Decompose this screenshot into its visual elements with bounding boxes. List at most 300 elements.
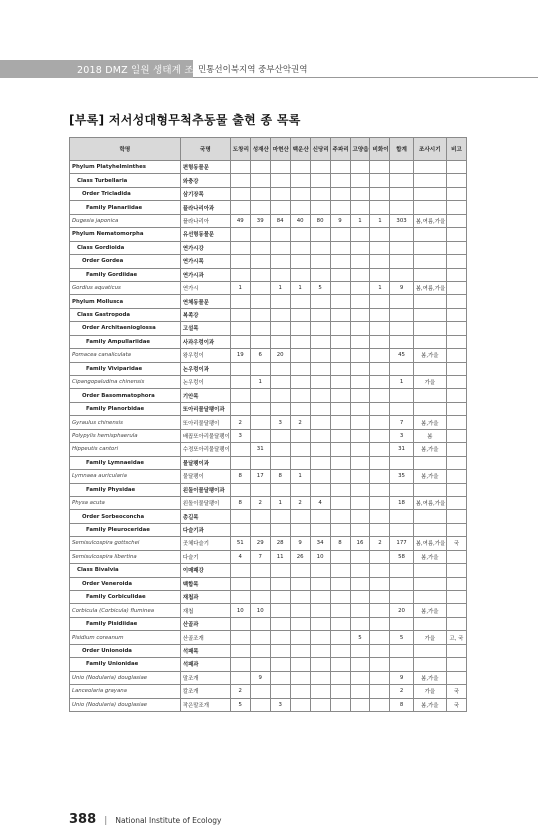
value-cell xyxy=(250,161,270,174)
scientific-name-cell: Phylum Mollusca xyxy=(70,295,181,308)
scientific-name-cell: Gordius aquaticus xyxy=(70,281,181,294)
value-cell xyxy=(310,564,330,577)
value-cell xyxy=(413,295,446,308)
value-cell xyxy=(390,523,413,536)
column-header: 국명 xyxy=(180,138,230,161)
korean-name-cell: 물달팽이 xyxy=(180,470,230,483)
value-cell xyxy=(270,523,290,536)
value-cell xyxy=(413,564,446,577)
value-cell xyxy=(370,402,390,415)
value-cell xyxy=(250,483,270,496)
value-cell: 1 xyxy=(290,281,310,294)
table-body xyxy=(70,161,467,712)
korean-name-cell: 말조개 xyxy=(180,671,230,684)
value-cell xyxy=(370,322,390,335)
value-cell xyxy=(370,376,390,389)
value-cell xyxy=(270,376,290,389)
scientific-name-cell: Family Physidae xyxy=(70,483,181,496)
value-cell xyxy=(350,241,370,254)
value-cell: 6 xyxy=(250,349,270,362)
scientific-name-cell: Family Pleuroceridae xyxy=(70,523,181,536)
value-cell xyxy=(390,174,413,187)
scientific-name-cell: Phylum Nematomorpha xyxy=(70,228,181,241)
value-cell xyxy=(330,564,350,577)
korean-name-cell: 백합목 xyxy=(180,577,230,590)
value-cell xyxy=(250,685,270,698)
value-cell: 9 xyxy=(290,537,310,550)
value-cell xyxy=(350,362,370,375)
value-cell xyxy=(270,241,290,254)
value-cell xyxy=(446,402,466,415)
scientific-name-cell: Order Unionoida xyxy=(70,644,181,657)
table-row xyxy=(70,470,467,483)
value-cell xyxy=(310,174,330,187)
value-cell xyxy=(310,698,330,711)
value-cell xyxy=(413,483,446,496)
value-cell xyxy=(413,174,446,187)
value-cell xyxy=(290,241,310,254)
value-cell xyxy=(390,201,413,214)
value-cell xyxy=(310,644,330,657)
value-cell xyxy=(413,308,446,321)
value-cell xyxy=(350,604,370,617)
value-cell: 5 xyxy=(230,698,250,711)
value-cell xyxy=(330,456,350,469)
korean-name-cell: 배꼽또아리물달팽이 xyxy=(180,429,230,442)
value-cell xyxy=(330,644,350,657)
value-cell xyxy=(290,631,310,644)
value-cell xyxy=(446,281,466,294)
section-title: [부록] 저서성대형무척추동물 출현 종 목록 xyxy=(69,113,301,127)
value-cell: 1 xyxy=(390,376,413,389)
value-cell: 7 xyxy=(250,550,270,563)
value-cell xyxy=(446,228,466,241)
value-cell xyxy=(370,161,390,174)
value-cell xyxy=(330,429,350,442)
value-cell xyxy=(390,335,413,348)
value-cell xyxy=(230,658,250,671)
value-cell xyxy=(413,523,446,536)
value-cell xyxy=(330,658,350,671)
value-cell xyxy=(230,617,250,630)
value-cell xyxy=(290,187,310,200)
value-cell xyxy=(250,523,270,536)
table-row xyxy=(70,214,467,227)
value-cell xyxy=(446,349,466,362)
value-cell xyxy=(230,335,250,348)
value-cell xyxy=(250,241,270,254)
value-cell xyxy=(446,214,466,227)
value-cell xyxy=(446,376,466,389)
value-cell xyxy=(446,268,466,281)
value-cell xyxy=(290,523,310,536)
value-cell xyxy=(310,631,330,644)
value-cell xyxy=(413,335,446,348)
value-cell xyxy=(310,604,330,617)
value-cell xyxy=(446,604,466,617)
column-header: 주파리 xyxy=(330,138,350,161)
value-cell: 2 xyxy=(250,496,270,509)
value-cell xyxy=(310,228,330,241)
value-cell xyxy=(370,335,390,348)
value-cell xyxy=(350,335,370,348)
korean-name-cell: 작은말조개 xyxy=(180,698,230,711)
value-cell xyxy=(310,617,330,630)
value-cell xyxy=(290,376,310,389)
value-cell: 40 xyxy=(290,214,310,227)
value-cell xyxy=(250,322,270,335)
scientific-name-cell: Gyraulus chinensis xyxy=(70,416,181,429)
value-cell xyxy=(446,550,466,563)
value-cell xyxy=(390,456,413,469)
table-row xyxy=(70,631,467,644)
value-cell xyxy=(413,591,446,604)
table-row xyxy=(70,201,467,214)
column-header: 성재산 xyxy=(250,138,270,161)
column-header: 신당리 xyxy=(310,138,330,161)
value-cell xyxy=(413,161,446,174)
header-subtitle: 민통선이북지역 중부산악권역 xyxy=(198,65,308,75)
header-title: 2018 DMZ 일원 생태계 조사 xyxy=(77,65,204,76)
value-cell xyxy=(390,322,413,335)
table-row xyxy=(70,255,467,268)
value-cell xyxy=(370,604,390,617)
value-cell xyxy=(270,268,290,281)
value-cell: 3 xyxy=(270,416,290,429)
value-cell xyxy=(330,671,350,684)
value-cell xyxy=(330,187,350,200)
value-cell xyxy=(390,591,413,604)
value-cell: 51 xyxy=(230,537,250,550)
table-header xyxy=(70,138,467,161)
value-cell xyxy=(310,510,330,523)
scientific-name-cell: Family Ampullariidae xyxy=(70,335,181,348)
value-cell xyxy=(390,268,413,281)
value-cell xyxy=(250,295,270,308)
value-cell xyxy=(250,644,270,657)
value-cell xyxy=(270,429,290,442)
table-row xyxy=(70,577,467,590)
value-cell xyxy=(310,255,330,268)
value-cell xyxy=(290,577,310,590)
value-cell: 봄,가을 xyxy=(413,604,446,617)
table-row xyxy=(70,174,467,187)
value-cell xyxy=(310,322,330,335)
korean-name-cell: 이매패강 xyxy=(180,564,230,577)
value-cell xyxy=(270,564,290,577)
page-footer xyxy=(69,808,221,827)
value-cell xyxy=(330,228,350,241)
value-cell xyxy=(230,671,250,684)
value-cell: 봄,가을 xyxy=(413,698,446,711)
value-cell xyxy=(390,228,413,241)
value-cell xyxy=(446,201,466,214)
value-cell xyxy=(310,161,330,174)
table-row xyxy=(70,483,467,496)
value-cell xyxy=(290,228,310,241)
value-cell xyxy=(370,685,390,698)
value-cell: 39 xyxy=(250,214,270,227)
value-cell xyxy=(370,617,390,630)
korean-name-cell: 다슬기과 xyxy=(180,523,230,536)
korean-name-cell: 기안목 xyxy=(180,389,230,402)
value-cell xyxy=(330,443,350,456)
value-cell xyxy=(310,241,330,254)
scientific-name-cell: Semisulcospira libertina xyxy=(70,550,181,563)
korean-name-cell: 왼돌이물달팽이과 xyxy=(180,483,230,496)
value-cell: 17 xyxy=(250,470,270,483)
value-cell: 5 xyxy=(350,631,370,644)
value-cell xyxy=(446,671,466,684)
value-cell xyxy=(270,362,290,375)
table-row xyxy=(70,402,467,415)
value-cell: 1 xyxy=(230,281,250,294)
korean-name-cell: 왼돌이물달팽이 xyxy=(180,496,230,509)
value-cell xyxy=(250,631,270,644)
value-cell xyxy=(370,187,390,200)
value-cell xyxy=(446,255,466,268)
running-header xyxy=(0,60,538,78)
value-cell xyxy=(446,389,466,402)
column-header: 조사시기 xyxy=(413,138,446,161)
column-header: 비화이 xyxy=(370,138,390,161)
table-row xyxy=(70,698,467,711)
value-cell xyxy=(230,228,250,241)
value-cell xyxy=(413,228,446,241)
value-cell xyxy=(350,161,370,174)
value-cell xyxy=(230,591,250,604)
column-header: 도창리 xyxy=(230,138,250,161)
value-cell xyxy=(350,429,370,442)
korean-name-cell: 재첩과 xyxy=(180,591,230,604)
value-cell: 봄,여름,가을 xyxy=(413,537,446,550)
value-cell xyxy=(250,510,270,523)
value-cell xyxy=(350,402,370,415)
value-cell: 26 xyxy=(290,550,310,563)
value-cell xyxy=(250,617,270,630)
value-cell xyxy=(230,241,250,254)
value-cell xyxy=(446,496,466,509)
value-cell xyxy=(270,617,290,630)
table-row xyxy=(70,416,467,429)
value-cell: 8 xyxy=(230,470,250,483)
value-cell xyxy=(350,591,370,604)
value-cell: 봄,여름,가을 xyxy=(413,281,446,294)
footer-separator: | xyxy=(104,816,108,826)
value-cell xyxy=(270,456,290,469)
scientific-name-cell: Class Gastropoda xyxy=(70,308,181,321)
value-cell xyxy=(290,604,310,617)
value-cell: 9 xyxy=(390,281,413,294)
value-cell xyxy=(390,362,413,375)
value-cell xyxy=(290,362,310,375)
value-cell xyxy=(390,389,413,402)
value-cell xyxy=(230,402,250,415)
value-cell: 2 xyxy=(290,416,310,429)
korean-name-cell: 플라나리아과 xyxy=(180,201,230,214)
value-cell xyxy=(230,510,250,523)
korean-name-cell: 복족강 xyxy=(180,308,230,321)
species-table xyxy=(69,137,467,712)
value-cell xyxy=(270,671,290,684)
value-cell xyxy=(230,644,250,657)
value-cell xyxy=(250,591,270,604)
scientific-name-cell: Order Gordea xyxy=(70,255,181,268)
value-cell xyxy=(290,268,310,281)
korean-name-cell: 연가시과 xyxy=(180,268,230,281)
value-cell: 5 xyxy=(390,631,413,644)
value-cell: 18 xyxy=(390,496,413,509)
value-cell xyxy=(370,201,390,214)
value-cell xyxy=(270,335,290,348)
value-cell xyxy=(310,389,330,402)
value-cell xyxy=(250,456,270,469)
page-number: 388 xyxy=(69,812,97,827)
value-cell: 1 xyxy=(370,281,390,294)
korean-name-cell: 총길목 xyxy=(180,510,230,523)
value-cell xyxy=(446,174,466,187)
value-cell xyxy=(230,631,250,644)
value-cell: 45 xyxy=(390,349,413,362)
value-cell: 1 xyxy=(250,376,270,389)
value-cell: 20 xyxy=(270,349,290,362)
value-cell xyxy=(250,362,270,375)
value-cell xyxy=(446,577,466,590)
korean-name-cell: 산골과 xyxy=(180,617,230,630)
value-cell xyxy=(446,322,466,335)
value-cell xyxy=(370,644,390,657)
value-cell: 3 xyxy=(390,429,413,442)
value-cell xyxy=(413,577,446,590)
table-row xyxy=(70,187,467,200)
value-cell xyxy=(330,510,350,523)
table-row xyxy=(70,429,467,442)
value-cell xyxy=(390,295,413,308)
value-cell xyxy=(446,456,466,469)
table-row xyxy=(70,564,467,577)
value-cell xyxy=(250,564,270,577)
scientific-name-cell: Family Viviparidae xyxy=(70,362,181,375)
value-cell: 84 xyxy=(270,214,290,227)
value-cell xyxy=(270,510,290,523)
value-cell xyxy=(310,577,330,590)
table-row xyxy=(70,295,467,308)
scientific-name-cell: Unio (Nodularia) douglasiae xyxy=(70,698,181,711)
value-cell xyxy=(330,335,350,348)
scientific-name-cell: Family Corbiculidae xyxy=(70,591,181,604)
value-cell xyxy=(370,510,390,523)
value-cell xyxy=(370,174,390,187)
value-cell xyxy=(230,564,250,577)
value-cell xyxy=(330,255,350,268)
table-row xyxy=(70,389,467,402)
value-cell xyxy=(350,255,370,268)
value-cell xyxy=(290,644,310,657)
korean-name-cell: 와충강 xyxy=(180,174,230,187)
table-row xyxy=(70,537,467,550)
value-cell: 58 xyxy=(390,550,413,563)
footer-institute: National Institute of Ecology xyxy=(115,816,222,825)
korean-name-cell: 재첩 xyxy=(180,604,230,617)
value-cell xyxy=(390,483,413,496)
value-cell xyxy=(413,201,446,214)
value-cell xyxy=(330,402,350,415)
value-cell xyxy=(370,416,390,429)
value-cell: 3 xyxy=(270,698,290,711)
value-cell xyxy=(446,241,466,254)
value-cell xyxy=(290,698,310,711)
value-cell: 35 xyxy=(390,470,413,483)
value-cell xyxy=(330,685,350,698)
table-row xyxy=(70,550,467,563)
header-row xyxy=(70,138,467,161)
value-cell xyxy=(390,644,413,657)
value-cell xyxy=(250,187,270,200)
value-cell xyxy=(330,349,350,362)
value-cell xyxy=(330,591,350,604)
value-cell xyxy=(230,362,250,375)
value-cell xyxy=(290,255,310,268)
value-cell xyxy=(230,376,250,389)
scientific-name-cell: Class Bivalvia xyxy=(70,564,181,577)
value-cell xyxy=(230,308,250,321)
value-cell: 1 xyxy=(270,496,290,509)
value-cell xyxy=(413,617,446,630)
value-cell xyxy=(370,268,390,281)
korean-name-cell: 연가시강 xyxy=(180,241,230,254)
value-cell xyxy=(446,362,466,375)
value-cell xyxy=(413,322,446,335)
korean-name-cell: 연가시목 xyxy=(180,255,230,268)
value-cell xyxy=(230,174,250,187)
value-cell: 8 xyxy=(390,698,413,711)
value-cell xyxy=(350,416,370,429)
value-cell xyxy=(350,550,370,563)
value-cell xyxy=(290,322,310,335)
value-cell xyxy=(370,308,390,321)
header-rule xyxy=(193,77,538,78)
value-cell xyxy=(370,470,390,483)
korean-name-cell: 유선형동물문 xyxy=(180,228,230,241)
value-cell: 9 xyxy=(330,214,350,227)
value-cell xyxy=(390,161,413,174)
value-cell xyxy=(330,604,350,617)
value-cell xyxy=(310,443,330,456)
value-cell: 3 xyxy=(230,429,250,442)
scientific-name-cell: Lymnaea auricularia xyxy=(70,470,181,483)
table-row xyxy=(70,617,467,630)
value-cell xyxy=(290,389,310,402)
value-cell xyxy=(250,658,270,671)
value-cell xyxy=(270,685,290,698)
table-row xyxy=(70,228,467,241)
value-cell xyxy=(330,281,350,294)
value-cell xyxy=(290,443,310,456)
value-cell xyxy=(413,402,446,415)
value-cell xyxy=(290,685,310,698)
value-cell xyxy=(370,349,390,362)
value-cell: 8 xyxy=(330,537,350,550)
scientific-name-cell: Physa acuta xyxy=(70,496,181,509)
value-cell xyxy=(250,174,270,187)
value-cell xyxy=(330,308,350,321)
table-row xyxy=(70,335,467,348)
value-cell: 31 xyxy=(250,443,270,456)
value-cell: 봄,가을 xyxy=(413,443,446,456)
value-cell xyxy=(350,698,370,711)
value-cell xyxy=(330,376,350,389)
korean-name-cell: 논우렁이 xyxy=(180,376,230,389)
